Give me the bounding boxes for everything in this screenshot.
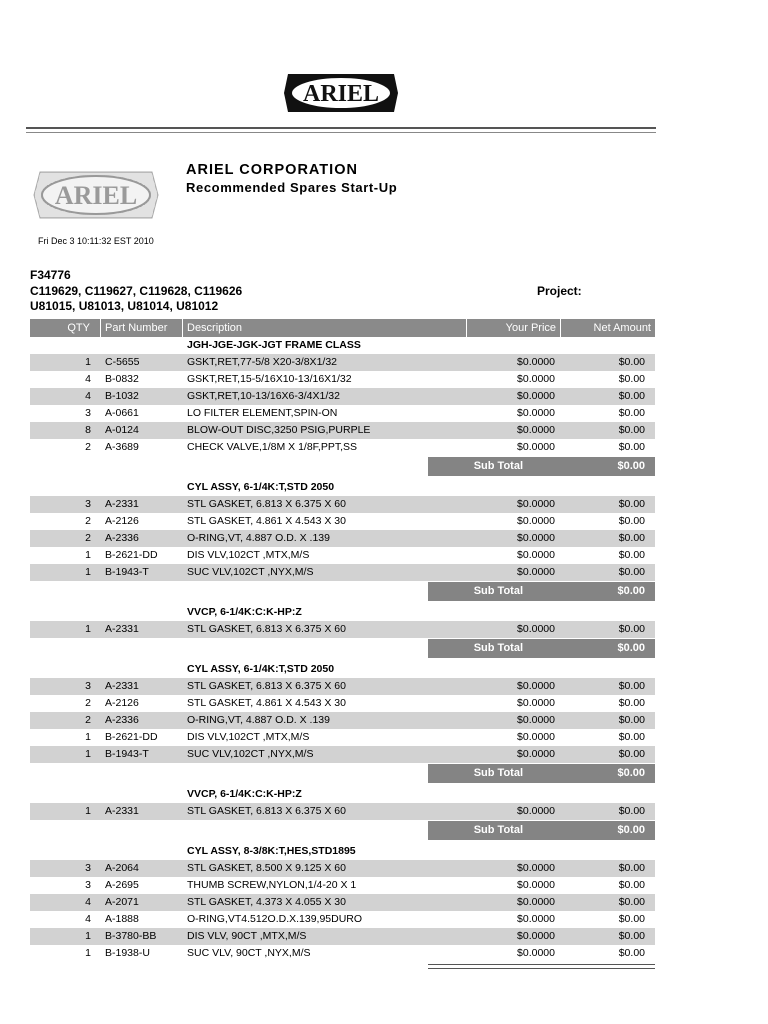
subtotal-amount: $0.00 xyxy=(617,585,645,597)
cell-part-number: A-2336 xyxy=(105,714,139,726)
cell-net-amount: $0.00 xyxy=(618,913,645,925)
cell-part-number: C-5655 xyxy=(105,356,140,368)
table-row xyxy=(30,729,655,746)
cell-net-amount: $0.00 xyxy=(618,697,645,709)
cell-qty: 4 xyxy=(85,913,91,925)
cell-part-number: A-2331 xyxy=(105,498,139,510)
table-row xyxy=(30,678,655,695)
cell-part-number: A-0124 xyxy=(105,424,139,436)
subtotal-spacer xyxy=(30,457,428,476)
subtotal-row xyxy=(30,764,655,783)
subtotal-row xyxy=(30,639,655,658)
quote-number: F34776 xyxy=(30,268,71,282)
cell-part-number: A-2695 xyxy=(105,879,139,891)
cell-part-number: B-0832 xyxy=(105,373,139,385)
project-label: Project: xyxy=(537,284,582,298)
cell-qty: 1 xyxy=(85,549,91,561)
table-body xyxy=(30,337,655,969)
cell-description: SUC VLV, 90CT ,NYX,M/S xyxy=(187,947,311,959)
cell-qty: 2 xyxy=(85,515,91,527)
cell-description: LO FILTER ELEMENT,SPIN-ON xyxy=(187,407,338,419)
table-row xyxy=(30,695,655,712)
subtotal-box xyxy=(428,639,655,658)
document-subtitle: Recommended Spares Start-Up xyxy=(186,180,398,195)
subtotal-label: Sub Total xyxy=(473,460,523,472)
cell-qty: 3 xyxy=(85,879,91,891)
cell-qty: 3 xyxy=(85,862,91,874)
cell-description: STL GASKET, 6.813 X 6.375 X 60 xyxy=(187,623,346,635)
table-row xyxy=(30,422,655,439)
table-row xyxy=(30,746,655,763)
cell-your-price: $0.0000 xyxy=(517,879,555,891)
cell-net-amount: $0.00 xyxy=(618,879,645,891)
cell-description: STL GASKET, 6.813 X 6.375 X 60 xyxy=(187,498,346,510)
ariel-logo-text: ARIEL xyxy=(302,81,380,107)
subtotal-box xyxy=(428,582,655,601)
subtotal-box xyxy=(428,457,655,476)
cell-description: GSKT,RET,15-5/16X10-13/16X1/32 xyxy=(187,373,352,385)
cell-part-number: B-1938-U xyxy=(105,947,150,959)
table-row xyxy=(30,712,655,729)
top-divider xyxy=(26,127,656,133)
cell-part-number: B-2621-DD xyxy=(105,549,158,561)
section-title: JGH-JGE-JGK-JGT FRAME CLASS xyxy=(187,339,361,351)
cell-your-price: $0.0000 xyxy=(517,697,555,709)
cell-net-amount: $0.00 xyxy=(618,390,645,402)
cell-your-price: $0.0000 xyxy=(517,407,555,419)
cell-your-price: $0.0000 xyxy=(517,748,555,760)
cell-part-number: A-2064 xyxy=(105,862,139,874)
ariel-seal xyxy=(30,166,162,224)
cell-qty: 4 xyxy=(85,390,91,402)
subtotal-label: Sub Total xyxy=(473,642,523,654)
cell-net-amount: $0.00 xyxy=(618,549,645,561)
cell-part-number: B-2621-DD xyxy=(105,731,158,743)
cell-qty: 1 xyxy=(85,805,91,817)
cell-qty: 1 xyxy=(85,566,91,578)
cell-qty: 3 xyxy=(85,498,91,510)
cell-qty: 1 xyxy=(85,930,91,942)
cell-description: DIS VLV,102CT ,MTX,M/S xyxy=(187,549,310,561)
cell-qty: 1 xyxy=(85,623,91,635)
cell-your-price: $0.0000 xyxy=(517,805,555,817)
cell-net-amount: $0.00 xyxy=(618,532,645,544)
cell-description: O-RING,VT, 4.887 O.D. X .139 xyxy=(187,532,330,544)
cell-qty: 8 xyxy=(85,424,91,436)
cell-your-price: $0.0000 xyxy=(517,930,555,942)
cell-net-amount: $0.00 xyxy=(618,356,645,368)
cell-description: DIS VLV,102CT ,MTX,M/S xyxy=(187,731,310,743)
cell-your-price: $0.0000 xyxy=(517,356,555,368)
section-title: CYL ASSY, 8-3/8K:T,HES,STD1895 xyxy=(187,845,356,857)
table-row xyxy=(30,405,655,422)
reference-u-numbers: U81015, U81013, U81014, U81012 xyxy=(30,299,219,313)
cell-part-number: A-2071 xyxy=(105,896,139,908)
cell-your-price: $0.0000 xyxy=(517,515,555,527)
subtotal-box xyxy=(428,764,655,783)
cell-description: SUC VLV,102CT ,NYX,M/S xyxy=(187,566,314,578)
cell-qty: 1 xyxy=(85,947,91,959)
table-row xyxy=(30,547,655,564)
ariel-seal-text: ARIEL xyxy=(54,181,138,210)
table-row xyxy=(30,877,655,894)
cell-net-amount: $0.00 xyxy=(618,947,645,959)
cell-net-amount: $0.00 xyxy=(618,424,645,436)
cell-your-price: $0.0000 xyxy=(517,680,555,692)
table-row xyxy=(30,621,655,638)
cell-description: THUMB SCREW,NYLON,1/4-20 X 1 xyxy=(187,879,357,891)
cell-qty: 2 xyxy=(85,697,91,709)
cell-qty: 2 xyxy=(85,714,91,726)
cell-description: STL GASKET, 6.813 X 6.375 X 60 xyxy=(187,680,346,692)
cell-net-amount: $0.00 xyxy=(618,566,645,578)
cell-your-price: $0.0000 xyxy=(517,549,555,561)
table-row xyxy=(30,860,655,877)
cell-your-price: $0.0000 xyxy=(517,424,555,436)
cell-net-amount: $0.00 xyxy=(618,515,645,527)
section-title: VVCP, 6-1/4K:C:K-HP:Z xyxy=(187,606,302,618)
table-row xyxy=(30,530,655,547)
subtotal-box xyxy=(428,821,655,840)
cell-qty: 1 xyxy=(85,356,91,368)
subtotal-label: Sub Total xyxy=(473,824,523,836)
cell-your-price: $0.0000 xyxy=(517,566,555,578)
cell-your-price: $0.0000 xyxy=(517,441,555,453)
cell-net-amount: $0.00 xyxy=(618,731,645,743)
cell-qty: 4 xyxy=(85,896,91,908)
cell-qty: 2 xyxy=(85,532,91,544)
cell-net-amount: $0.00 xyxy=(618,498,645,510)
subtotal-row xyxy=(30,582,655,601)
subtotal-row xyxy=(30,821,655,840)
cell-description: STL GASKET, 4.861 X 4.543 X 30 xyxy=(187,515,346,527)
section-title: VVCP, 6-1/4K:C:K-HP:Z xyxy=(187,788,302,800)
table-end-rule xyxy=(428,964,655,969)
cell-net-amount: $0.00 xyxy=(618,896,645,908)
table-row xyxy=(30,513,655,530)
reference-c-numbers: C119629, C119627, C119628, C119626 xyxy=(30,284,243,298)
cell-net-amount: $0.00 xyxy=(618,714,645,726)
cell-your-price: $0.0000 xyxy=(517,373,555,385)
subtotal-spacer xyxy=(30,764,428,783)
subtotal-spacer xyxy=(30,821,428,840)
cell-part-number: A-2126 xyxy=(105,697,139,709)
cell-net-amount: $0.00 xyxy=(618,805,645,817)
cell-your-price: $0.0000 xyxy=(517,862,555,874)
table-row xyxy=(30,439,655,456)
cell-part-number: A-2331 xyxy=(105,623,139,635)
cell-net-amount: $0.00 xyxy=(618,680,645,692)
subtotal-label: Sub Total xyxy=(473,585,523,597)
cell-description: DIS VLV, 90CT ,MTX,M/S xyxy=(187,930,307,942)
cell-net-amount: $0.00 xyxy=(618,748,645,760)
cell-description: O-RING,VT, 4.887 O.D. X .139 xyxy=(187,714,330,726)
cell-part-number: A-0661 xyxy=(105,407,139,419)
cell-description: O-RING,VT4.512O.D.X.139,95DURO xyxy=(187,913,363,925)
subtotal-amount: $0.00 xyxy=(617,824,645,836)
cell-description: SUC VLV,102CT ,NYX,M/S xyxy=(187,748,314,760)
cell-your-price: $0.0000 xyxy=(517,896,555,908)
subtotal-amount: $0.00 xyxy=(617,460,645,472)
table-row xyxy=(30,371,655,388)
cell-qty: 1 xyxy=(85,731,91,743)
subtotal-amount: $0.00 xyxy=(617,642,645,654)
cell-qty: 3 xyxy=(85,680,91,692)
cell-part-number: A-2336 xyxy=(105,532,139,544)
cell-description: STL GASKET, 6.813 X 6.375 X 60 xyxy=(187,805,346,817)
table-row xyxy=(30,945,655,962)
cell-net-amount: $0.00 xyxy=(618,862,645,874)
cell-part-number: A-1888 xyxy=(105,913,139,925)
cell-part-number: A-2126 xyxy=(105,515,139,527)
cell-your-price: $0.0000 xyxy=(517,731,555,743)
cell-your-price: $0.0000 xyxy=(517,498,555,510)
cell-net-amount: $0.00 xyxy=(618,373,645,385)
subtotal-row xyxy=(30,457,655,476)
cell-description: GSKT,RET,10-13/16X6-3/4X1/32 xyxy=(187,390,340,402)
table-row xyxy=(30,803,655,820)
cell-part-number: B-3780-BB xyxy=(105,930,157,942)
cell-your-price: $0.0000 xyxy=(517,947,555,959)
cell-description: STL GASKET, 8.500 X 9.125 X 60 xyxy=(187,862,346,874)
ariel-logo xyxy=(282,70,400,116)
table-row xyxy=(30,928,655,945)
subtotal-spacer xyxy=(30,639,428,658)
section-title: CYL ASSY, 6-1/4K:T,STD 2050 xyxy=(187,481,335,493)
cell-part-number: A-2331 xyxy=(105,680,139,692)
header-net-amount: Net Amount xyxy=(593,322,651,334)
cell-your-price: $0.0000 xyxy=(517,714,555,726)
header-qty: QTY xyxy=(30,319,101,337)
cell-net-amount: $0.00 xyxy=(618,930,645,942)
cell-part-number: A-2331 xyxy=(105,805,139,817)
header-description: Description xyxy=(183,319,467,337)
table-row xyxy=(30,564,655,581)
subtotal-amount: $0.00 xyxy=(617,767,645,779)
cell-qty: 1 xyxy=(85,748,91,760)
table-row xyxy=(30,388,655,405)
cell-description: GSKT,RET,77-5/8 X20-3/8X1/32 xyxy=(187,356,337,368)
cell-description: STL GASKET, 4.861 X 4.543 X 30 xyxy=(187,697,346,709)
section-title: CYL ASSY, 6-1/4K:T,STD 2050 xyxy=(187,663,335,675)
cell-your-price: $0.0000 xyxy=(517,913,555,925)
cell-description: CHECK VALVE,1/8M X 1/8F,PPT,SS xyxy=(187,441,358,453)
cell-description: STL GASKET, 4.373 X 4.055 X 30 xyxy=(187,896,346,908)
header-your-price: Your Price xyxy=(467,319,561,337)
cell-part-number: A-3689 xyxy=(105,441,139,453)
company-name: ARIEL CORPORATION xyxy=(186,162,358,178)
cell-your-price: $0.0000 xyxy=(517,390,555,402)
table-row xyxy=(30,354,655,371)
subtotal-spacer xyxy=(30,582,428,601)
spares-table xyxy=(30,319,655,969)
cell-your-price: $0.0000 xyxy=(517,532,555,544)
cell-qty: 4 xyxy=(85,373,91,385)
table-header xyxy=(30,319,655,337)
table-row xyxy=(30,496,655,513)
report-timestamp: Fri Dec 3 10:11:32 EST 2010 xyxy=(38,236,154,246)
cell-net-amount: $0.00 xyxy=(618,623,645,635)
table-row xyxy=(30,894,655,911)
cell-qty: 2 xyxy=(85,441,91,453)
cell-part-number: B-1943-T xyxy=(105,566,149,578)
subtotal-label: Sub Total xyxy=(473,767,523,779)
cell-your-price: $0.0000 xyxy=(517,623,555,635)
header-part-number: Part Number xyxy=(101,319,183,337)
cell-net-amount: $0.00 xyxy=(618,441,645,453)
cell-part-number: B-1032 xyxy=(105,390,139,402)
cell-part-number: B-1943-T xyxy=(105,748,149,760)
table-row xyxy=(30,911,655,928)
cell-net-amount: $0.00 xyxy=(618,407,645,419)
cell-qty: 3 xyxy=(85,407,91,419)
cell-description: BLOW-OUT DISC,3250 PSIG,PURPLE xyxy=(187,424,371,436)
